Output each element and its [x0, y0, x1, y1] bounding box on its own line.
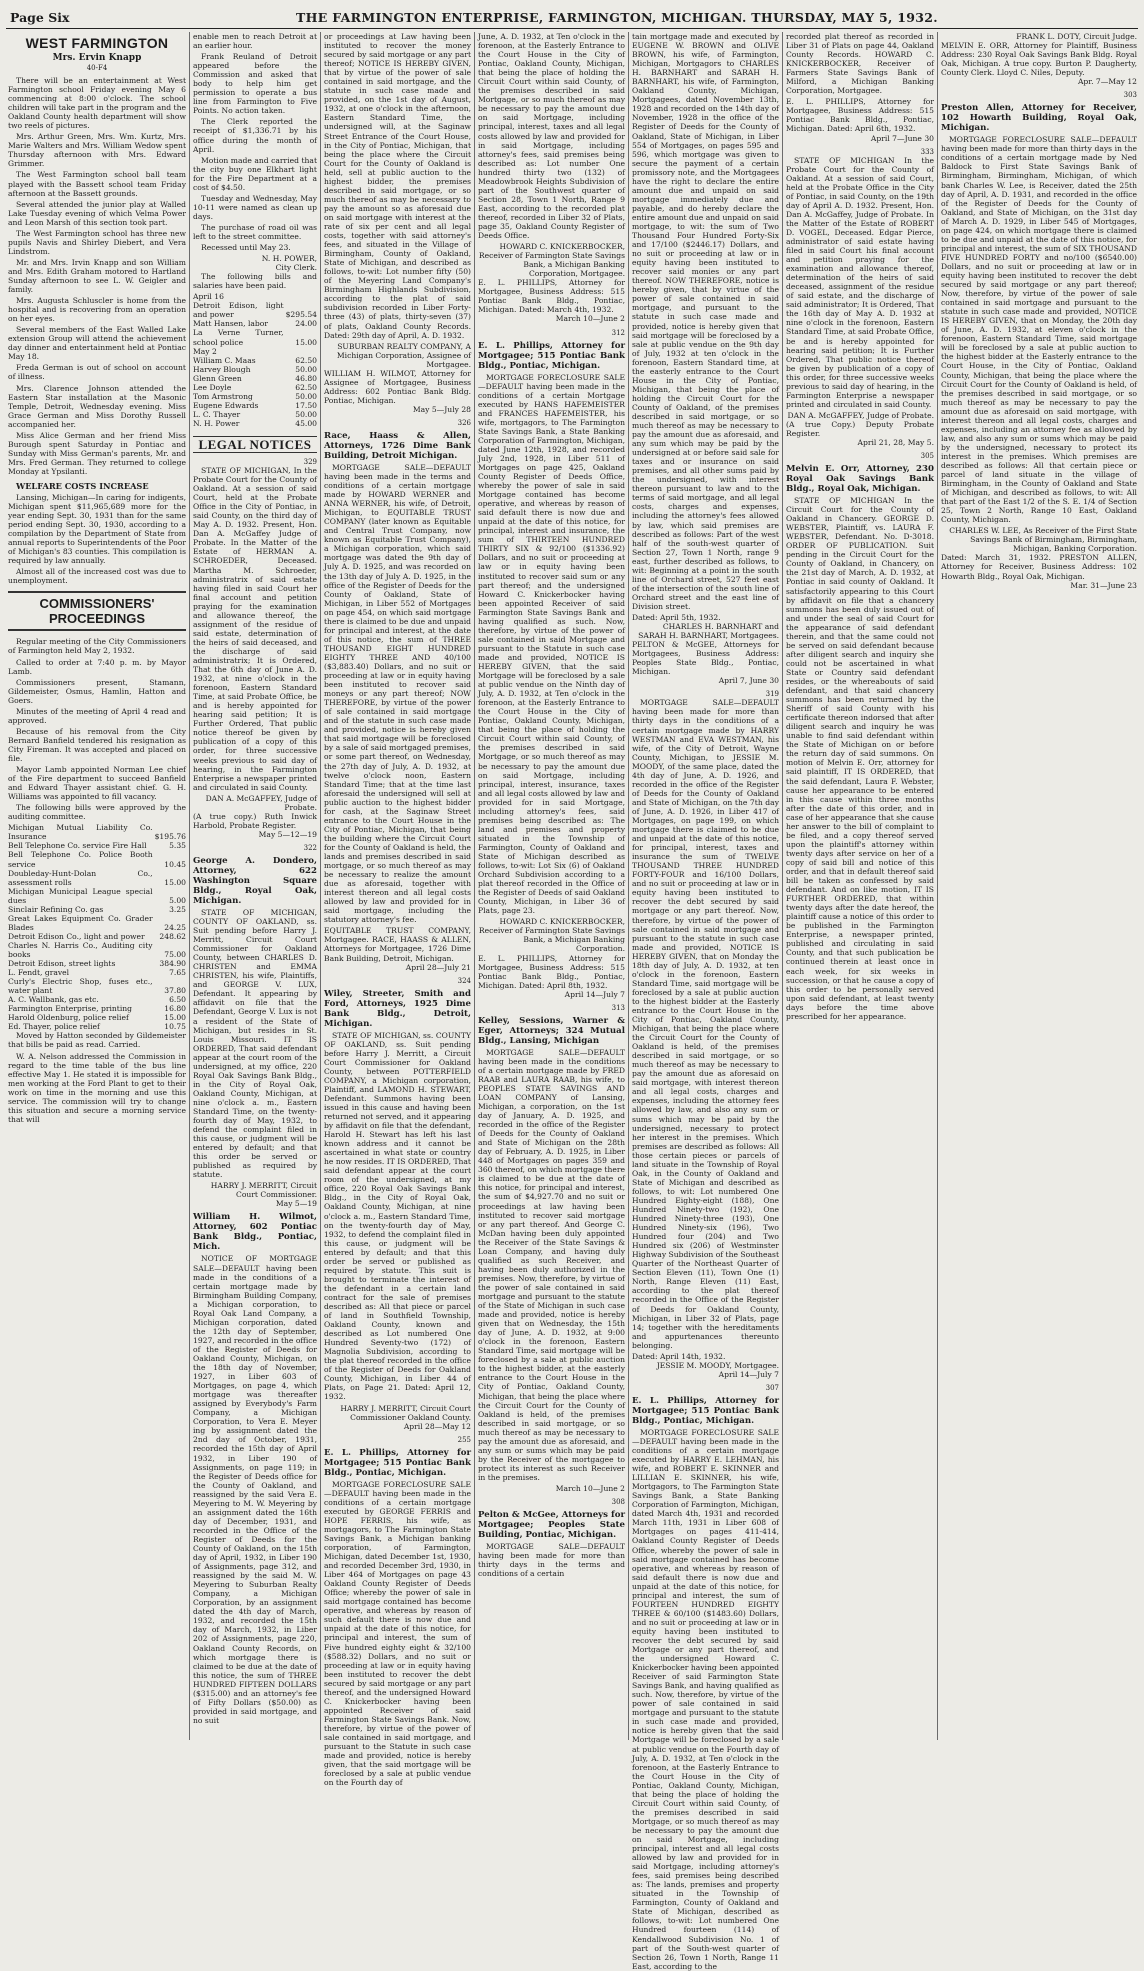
- bill-amount: 75.00: [164, 949, 186, 959]
- legal-notice-text: MORTGAGE FORECLOSURE SALE—DEFAULT having been made in the conditions of a certain Mortgage executed by HANS HAFEMEISTER and FRANCES HAFEMEISTER, his wife, mortgagors, to The Farmington State Savings Bank, a State Banking Corporation of Farmington, Michigan, dated June 12th, 1928, and recorded July 2nd, 1928, in Liber 511 of Mortgages on page 425, Oakland County Register of Deeds Office, whereby the power of sale in said Mortgage contained has become operative, and whereas by reason of said default there is now due and unpaid at the date of this notice, for principal, interest and insurance, the sum of THIRTEEN HUNDRED THIRTY SIX & 92/100 ($1336.92) Dollars, and no suit or proceeding at law or in equity having been instituted to recover said sum or any part thereof; and the undersigned Howard C. Knickerbocker having been appointed Receiver of said Farmington State Savings Bank and having qualified as such. Now, therefore, by virtue of the power of sale contained in said Mortgage and pursuant to the Statute in such case made and provided, NOTICE IS HEREBY GIVEN, that the said Mortgage will be foreclosed by a sale at public vendue on the Ninth day of July, A. D. 1932, at Ten o'clock in the forenoon, at the Easterly Entrance to the Court House in the City of Pontiac, Oakland County, Michigan, that being the place of holding the Circuit Court within said County, of the premises described in said Mortgage, or so much thereof as may be necessary to pay the amount due on said Mortgage, including principal, interest, insurance, taxes and all legal costs allowed by law and provided for in said Mortgage, including attorney's fees, said premises being described as: The land and premises and property situated in the Township of Farmington, County of Oakland and State of Michigan described as follows, to-wit: Lot Six (6) of Oakland Orchard Subdivision according to a plat thereof recorded in the Office of the Register of Deeds of said Oakland County, Michigan, in Liber 36 of Plats, page 23.: [478, 372, 625, 916]
- dated-line: Dated: April 14th, 1932.: [632, 1351, 726, 1361]
- notice-number: 319: [765, 690, 779, 699]
- publication-dates: April 7, June 30: [718, 676, 779, 686]
- column-rule: [628, 32, 629, 1740]
- news-paragraph: Called to order at 7:40 p. m. by Mayor Lamb.: [8, 657, 186, 676]
- bill-amount: 5.00: [169, 895, 186, 905]
- legal-notice-text: STATE OF MICHIGAN, In the Probate Court for the County of Oakland. At a session of said Court, held at the Probate Office in the City of Pontiac, in said County, on the third day of May A. D. 1932. Present, Hon. Dan A. McGaffey Judge of Probate. In the Matter of the Estate of HERMAN A. SCHROEDER, Deceased. Martha M. Schroeder, administratrix of said estate having filed in said Court her final account and petition praying for the examination and allowance thereof, the assignment of the residue of said estate, determination of the heirs of said deceased, and the discharge of said administratrix; It is Ordered, That the 6th day of June A. D. 1932, at nine o'clock in the forenoon, Eastern Standard Time, at said Probate Office, be and is hereby appointed for hearing said petition; It is Further Ordered, That public notice thereof be given by publication of a copy of this order, for three successive weeks previous to said day of hearing, in the Farmington Enterprise a newspaper printed and circulated in said County.: [193, 466, 317, 792]
- masthead: THE FARMINGTON ENTERPRISE, FARMINGTON, MICHIGAN. THURSDAY, MAY 5, 1932.: [296, 10, 938, 25]
- salary-row: [193, 301, 317, 319]
- publication-dates: April 14—July 7: [564, 989, 625, 999]
- bill-payee: L. Fendt, gravel: [8, 968, 70, 978]
- salary-amount: 62.50: [295, 382, 317, 392]
- notice-number: 326: [457, 418, 471, 427]
- salary-row: [193, 365, 317, 374]
- attorney-heading: E. L. Phillips, Attorney for Mortgagee; 515 Pontiac Bank Bldg., Pontiac, Michigan.: [478, 340, 625, 371]
- column-rule: [937, 32, 938, 1740]
- salary-row: [193, 392, 317, 401]
- news-paragraph: The following bills were approved by the auditing committee.: [8, 803, 186, 822]
- commissioners-title: COMMISSIONERS' PROCEEDINGS: [8, 591, 186, 631]
- true-copy-line: (A true Copy.) Deputy Probate Register.: [786, 419, 934, 438]
- salary-payee: Matt Hansen, labor: [193, 319, 268, 329]
- judge-signature: FRANK L. DOTY, Circuit Judge.: [1016, 32, 1137, 41]
- salary-payee: Harvey Blough: [193, 364, 251, 374]
- legal-notice-text: tain mortgage made and executed by EUGENE W. BROWN and OLIVE BROWN, his wife, of Farmington, Michigan, Mortgagors to CHARLES H. BARNHART and SARAH H. BARNHART, his wife, of Farmington, Oakland County, Michigan, Mortgagees, dated November 13th, 1928 and recorded on the 14th day of November, 1928 in the office of the Register of Deeds for the County of Oakland, State of Michigan, in Liber 554 of Mortgages, on pages 595 and 596, which mortgage was given to secure the payment of a certain promissory note, and the Mortgagees have the right to declare the entire amount due and unpaid on said mortgage immediately due and payable, and do hereby declare the entire amount due and unpaid on said mortgage, to wit: the sum of Two Thousand Four Hundred Forty-Six and 17/100 ($2446.17) Dollars, and no suit or proceeding at law or in equity having been instituted to recover said monies or any part thereof. NOW THEREFORE, notice is hereby given, that by virtue of the power of sale contained in said mortgage, and pursuant to the statute in such case made and provided, notice is hereby given that said mortgage will be foreclosed by a sale at public vendue on the 9th day of July, 1932 at ten o'clock in the forenoon, Eastern Standard time, at the easterly entrance to the Court House in the City of Pontiac, Michigan, that being the place of holding the Circuit Court for the County of Oakland, of the premises described in said mortgage, or so much thereof as may be necessary to pay the amount due as aforesaid, and any sum which may be paid by the undersigned at or before said sale for taxes and or insurance on said premises, and all other sums paid by the undersigned, with interest thereon pursuant to law and to the terms of said mortgage, and all legal costs, charges and expenses, including the attorney's fees allowed by law, which said premises are described as follows: Part of the west half of the south-west quarter of Section 27, Town 1 North, range 9 east, further described as follows, to wit: Beginning at a point in the south line of Orchard street, 527 feet east of the intersection of the south line of Orchard street and the east line of Division street.: [632, 32, 779, 611]
- bill-amount: 5.35: [169, 841, 186, 851]
- publication-dates: May 5—July 28: [412, 404, 471, 414]
- bill-payee: Farmington Enterprise, printing: [8, 1004, 133, 1014]
- notice-number: 322: [303, 843, 317, 852]
- news-paragraph: Mrs. Arthur Green, Mrs. Wm. Kurtz, Mrs. Marie Walters and Mrs. William Wedow spent Thursday afternoon with Mrs. Edward Grimmer.: [8, 132, 186, 169]
- judge-signature: DAN A. McGAFFEY, Judge of Probate.: [205, 793, 317, 812]
- mortgagee-signature: JESSIE M. MOODY, Mortgagee.: [656, 1360, 779, 1370]
- news-paragraph: The purchase of road oil was left to the street committee.: [193, 222, 317, 241]
- news-paragraph: Almost all of the increased cost was due to unemployment.: [8, 567, 186, 586]
- bill-payee: Doubleday-Hunt-Dolan Co., assessment rolls: [8, 868, 153, 887]
- attorney-heading: Race, Haass & Allen, Attorneys, 1726 Dime Bank Building, Detroit Michigan.: [324, 430, 471, 461]
- bill-payee: Bell Telephone Co. service Fire Hall: [8, 841, 147, 851]
- attorney-block: WILLIAM H. WILMOT, Attorney for Assignee of Mortgagee, Business Address: 602 Pontiac Bank Bldg. Pontiac, Michigan.: [324, 368, 471, 405]
- salary-row: [193, 356, 317, 365]
- salary-payee: Tom Armstrong: [193, 391, 253, 401]
- salary-payee: Glenn Green: [193, 373, 242, 383]
- bill-payee: Detroit Edison Co., light and power: [8, 931, 145, 941]
- true-copy-line: (A true copy.) Ruth Inwick Harbold, Probate Register.: [193, 811, 317, 830]
- salaries-date: April 16: [193, 292, 224, 302]
- news-paragraph: Mrs. Clarence Johnson attended the Eastern Star installation at the Masonic Temple, Detroit, Wednesday evening. Miss Grace German and Miss Dorothy Russell accompanied her.: [8, 383, 186, 429]
- notice-number: 329: [303, 458, 317, 467]
- attorney-block: MELVIN E. ORR, Attorney for Plaintiff, Business Address: 230 Royal Oak Savings Bank Bldg. Royal Oak, Michigan. A true copy. Burton P. Daugherty, County Clerk. Lloyd C. Niles, Deputy.: [941, 41, 1137, 78]
- publication-dates: Mar. 31—June 23: [1070, 580, 1137, 590]
- bill-payee: A. C. Wallbank, gas etc.: [8, 995, 99, 1005]
- bill-row: [8, 941, 186, 959]
- salary-row: [193, 319, 317, 328]
- column-rule: [474, 32, 475, 1740]
- attorney-heading: William H. Wilmot, Attorney, 602 Pontiac Bank Bldg., Pontiac, Mich.: [193, 1212, 317, 1253]
- column-4: [478, 32, 625, 1742]
- bill-row: [8, 977, 186, 995]
- news-paragraph: Recessed until May 23.: [201, 243, 291, 253]
- news-paragraph: Lansing, Michigan—In caring for indigents, Michigan spent $11,965,689 more for the year ending Sept. 30, 1931 than for the same period ending Sept. 30, 1930, according to a compilation by the Department of State from annual reports to Superintendents of the Poor of Michigan's 83 counties. This compilation is required by law annually.: [8, 492, 186, 566]
- legal-notice-text: MORTGAGE SALE—DEFAULT having been made for more than thirty days in the terms and conditions of a certain: [478, 1542, 625, 1579]
- bill-row: [8, 1013, 186, 1022]
- legal-notice-text: MORTGAGE FORECLOSURE SALE—DEFAULT having been made in the conditions of a certain mortgage executed by GEORGE FERRIS and HOPE FERRIS, his wife, as mortgagors, to The Farmington State Savings Bank, a Michigan banking corporation, of Farmington, Michigan, dated December 1st, 1930, and recorded December 3rd, 1930, in Liber 464 of Mortgages on page 43 Oakland County Register of Deeds Office; whereby the power of sale in said mortgage contained has become operative, and whereas by reason of such default there is now due and unpaid at the date of this notice, for principal and interest, the sum of Five hundred eighty eight & 32/100 ($588.32) Dollars, and no suit or proceeding at law or in equity having been instituted to recover the debt secured by said mortgage or any part thereof, and the undersigned Howard C. Knickerbocker having been appointed Receiver of said Farmington State Savings Bank. Now, therefore, by virtue of the power of sale contained in said mortgage, and pursuant to the Statute in such case made and provided, notice is hereby given, that the said mortgage will be foreclosed by a sale at public vendue on the Fourth day of: [324, 1479, 471, 1788]
- news-paragraph: enable men to reach Detroit at an earlier hour.: [193, 32, 317, 51]
- salary-payee: Eugene Edwards: [193, 400, 259, 410]
- judge-signature: DAN A. McGAFFEY, Judge of Probate.: [787, 410, 934, 420]
- salary-amount: 50.00: [295, 391, 317, 401]
- commissioner-signature: HARRY J. MERRITT, Circuit Court Commissioner.: [210, 1181, 317, 1200]
- publication-dates: April 21, 28, May 5.: [857, 438, 934, 448]
- news-paragraph: Several members of the East Walled Lake extension Group will attend the achievement day dinner and entertainment held at Pontiac May 18.: [8, 325, 186, 362]
- notice-number: 303: [1123, 91, 1137, 100]
- bill-payee: Sinclair Refining Co. gas: [8, 904, 104, 914]
- legal-notice-text: MORTGAGE SALE—DEFAULT having been made in the conditions of a certain mortgage made by FRED RAAB and LAURA RAAB, his wife, to PEOPLES STATE SAVINGS AND LOAN COMPANY of Lansing, Michigan, a corporation, on the 1st day of January, A. D. 1925, and recorded in the office of the Register of Deeds for the County of Oakland and State of Michigan on the 28th day of February, A. D. 1925, in Liber 448 of Mortgages on pages 359 and 360 thereof, on which mortgage there is claimed to be due at the date of this notice, for principal and interest, the sum of $4,927.70 and no suit or proceedings at law having been instituted to recover said mortgage or any part thereof. And George C. McDan having been duly appointed the Receiver of the State Savings & Loan Company, and having duly qualified as such Receiver, and having been duly authorized in the premises. Now, therefore, by virtue of the power of sale contained in said mortgage and pursuant to the statute of the State of Michigan in such case made and provided, notice is hereby given that on Wednesday, the 15th day of June, A. D. 1932, at 9:00 o'clock in the forenoon, Eastern Standard Time, said mortgage will be foreclosed by a sale at public auction to the highest bidder, at the easterly entrance to the Court House in the City of Pontiac, Oakland County, Michigan, that being the place where the Circuit Court for the County of Oakland is held, of the premises described in said mortgage, or so much thereof as may be necessary to pay the amount due as aforesaid, and any sum or sums which may be paid by the Receiver of the mortgagee to protect its interest as such Receiver in the premises.: [478, 1047, 625, 1482]
- attorney-heading: E. L. Phillips, Attorney for Mortgagee; 515 Pontiac Bank Bldg., Pontiac, Michigan.: [324, 1447, 471, 1478]
- receiver-signature: HOWARD C. KNICKERBOCKER, Receiver of Farmington State Savings Bank, a Michigan Banking Corporation, Mortgagee.: [478, 242, 625, 279]
- publication-dates: Apr. 7—May 12: [1077, 77, 1137, 87]
- news-paragraph: Minutes of the meeting of April 4 read and approved.: [8, 706, 186, 725]
- news-paragraph: The Clerk reported the receipt of $1,336.71 by his office during the month of April.: [193, 117, 317, 154]
- news-paragraph: Miss Alice German and her friend Miss Burough spent Saturday in Pontiac and Sunday with Miss German's parents, Mr. and Mrs. Fred German. They returned to college Monday at Ypsilanti.: [8, 430, 186, 476]
- news-paragraph: Frank Reuland of Detroit appeared before the Commission and asked that body to help him get permission to operate a bus line from Farmington to Five Points. No action taken.: [193, 52, 317, 116]
- salary-payee: N. H. Power: [193, 418, 240, 428]
- welfare-heading: WELFARE COSTS INCREASE: [16, 480, 149, 491]
- bill-payee: Charles N. Harris Co., Auditing city books: [8, 940, 153, 959]
- salary-row: [193, 374, 317, 383]
- legal-notice-text: June, A. D. 1932, at Ten o'clock in the forenoon, at the Easterly Entrance to the Court House in the City of Pontiac, Oakland County, Michigan, that being the place of holding the Circuit Court within said County, of the premises described in said Mortgage, or so much thereof as may be necessary to pay the amount due on said Mortgage, including principal, interest, taxes and all legal costs allowed by law and provided for in said Mortgage, including attorney's fees, said premises being described as: Lot number One hundred thirty two (132) of Meadowbrook Heights Subdivision of part of the Southwest quarter of Section 28, Town 1 North, Range 9 East, according to the recorded plat thereof, recorded in Liber 32 of Plats, page 35, Oakland County Register of Deeds Office.: [478, 32, 625, 241]
- salary-amount: 50.00: [295, 364, 317, 374]
- page-number: Page Six: [10, 10, 70, 25]
- legal-notice-text: STATE OF MICHIGAN, ss. COUNTY OF OAKLAND, ss. Suit pending before Harry J. Merritt, a Circuit Court Commissioner for Oakland County, between POTTERFIELD COMPANY, a Michigan corporation, Plaintiff, and LAMOND H. STEWART, Defendant. Summons having been issued in this cause and having been returned not served, and it appearing by affidavit on file that the defendant, Harold H. Stewart has left his last known address and it cannot be ascertained in what state or country he now resides. IT IS ORDERED, That said defendant appear at the court room of the undersigned, at my office, 220 Royal Oak Savings Bank Bldg., in the City of Royal Oak, Oakland County, Michigan, at nine o'clock a. m., Eastern Standard Time, on the twenty-fourth day of May, 1932, to defend the complaint filed in this cause, or judgment will be entered by default; and that this order be served or published as required by statute. This suit is brought to terminate the interest of the defendant in a certain land contract for the sale of premises described as: All that piece or parcel of land in Southfield Township, Oakland County, known and described as Lot numbered One Hundred Seventy-two (172) of Magnolia Subdivision, according to the plat thereof recorded in the office of the Register of Deeds for Oakland County, Michigan, in Liber 44 of Plats, on Page 21. Dated: April 12, 1932.: [324, 1030, 471, 1402]
- receiver-signature: CHARLES W. LEE, As Receiver of the First State Savings Bank of Birmingham, Birmingham, Michigan, Banking Corporation.: [949, 526, 1137, 554]
- bill-row: [8, 841, 186, 850]
- attorney-block: E. L. PHILLIPS, Attorney for Mortgagee, Business Address: 515 Pontiac Bank Bldg., Pontiac, Michigan. Dated: April 8th, 1932.: [478, 953, 625, 990]
- bill-amount: 15.00: [164, 877, 186, 887]
- bill-payee: Michigan Mutual Liability Co. Insurance: [8, 823, 153, 842]
- legal-notices-heading: LEGAL NOTICES: [193, 436, 317, 453]
- news-paragraph: Freda German is out of school on account of illness.: [8, 363, 186, 382]
- bill-amount: 16.80: [164, 1004, 186, 1014]
- salary-row: [193, 419, 317, 428]
- bill-row: [8, 914, 186, 932]
- news-paragraph: W. A. Nelson addressed the Commission in regard to the time table of the bus line effective May 1. He stated it is impossible for men working at the Ford Plant to get to their work on time in the morning and use this service. The commission will try to change this situation and secure a morning service that will: [8, 1051, 186, 1124]
- attorney-block: Dated: March 31, 1932. PRESTON ALLEN, Attorney for Receiver, Business Address: 102 Howarth Bldg., Royal Oak, Michigan.: [941, 553, 1137, 581]
- page-header: [6, 4, 1138, 29]
- receiver-signature: HOWARD C. KNICKERBOCKER, Receiver of Farmington State Savings Bank, a Michigan Banking Corporation.: [478, 917, 625, 954]
- legal-notice-text: MORTGAGE SALE—DEFAULT having been made for more than thirty days in the conditions of a certain mortgage made by HARRY WESTMAN and EVA WESTMAN, his wife, of the City of Detroit, Wayne County, Michigan, to JESSIE M. MOODY, of the same place, dated the 4th day of June, A. D. 1926, and recorded in the office of the Register of Deeds for the County of Oakland and State of Michigan, on the 7th day of June, A. D. 1926, in Liber 417 of Mortgages, on page 199, on which mortgage there is claimed to be due and unpaid at the date of this notice, for principal, interest, taxes and insurance the sum of TWELVE THOUSAND THREE HUNDRED FORTY-FOUR and 16/100 Dollars, and no suit or proceeding at law or in equity having been instituted to recover the debt secured by said mortgage or any part thereof. Now, therefore, by virtue of the power of sale contained in said mortgage and pursuant to the statute in such case made and provided, NOTICE IS HEREBY GIVEN, that on Monday the 18th day of July, A. D. 1932, at ten o'clock in the forenoon, Eastern Standard Time, said mortgage will be foreclosed by a sale at public auction to the highest bidder at the Easterly entrance to the Court House in the City of Pontiac, Oakland County, Michigan, that being the place where the Circuit Court for the County of Oakland is held, of the premises described in said mortgage, or so much thereof as may be necessary to pay the amount due as aforesaid on said mortgage, with interest thereon and all legal costs, charges and expenses, including the attorney fees allowed by law, and also any sum or sums which may be paid by the undersigned, necessary to protect her interest in the premises. Which premises are described as follows: All those certain pieces or parcels of land situate in the Township of Royal Oak, in the County of Oakland and State of Michigan and described as follows, to wit: Lot numbered One Hundred Eighty-eight (188), One Hundred Ninety-two (192), One Hundred Ninety-three (193), One Hundred Ninety-six (196), Two Hundred four (204) and Two Hundred six (206) of Westminster Highway Subdivision of the Southeast Quarter of the Northeast Quarter of Section Eleven (11), Town One (1) North, Range Eleven (11) East, according to the plat thereof recorded in the Office of the Register of Deeds for Oakland County, Michigan, in Liber 32 of Plats, page 14; together with the hereditaments and appurtenances thereunto belonging.: [632, 698, 779, 1350]
- legal-notice-text: MORTGAGE FORECLOSURE SALE—DEFAULT having been made for more than thirty days in the conditions of a certain mortgage made by Ned Baldock to First State Savings Bank of Birmingham, Birmingham, Michigan, of which bank Charles W. Lee, is Receiver, dated the 25th day of April, A. D. 1931, and recorded in the office of the Register of Deeds for the County of Oakland, and State of Michigan, on the 31st day of March A. D. 1929, in Liber 545 of Mortgages, on page 424, on which mortgage there is claimed to be due and unpaid at the date of this notice, for principal and interest, the sum of SIX THOUSAND FIVE HUNDRED FORTY and no/100 ($6540.00) Dollars, and no suit or proceeding at law or in equity having been instituted to recover the debt secured by said mortgage or any part thereof; Now, therefore, by virtue of the power of sale contained in said mortgage and pursuant to the statute in such case made and provided, NOTICE IS HEREBY GIVEN, that on Monday, the 20th day of June, A. D. 1932, at eleven o'clock in the forenoon, Eastern Standard Time, said mortgage will be foreclosed by a sale at public auction to the highest bidder at the Easterly entrance to the Court House, in the City of Pontiac, Oakland County, Michigan, that being the place where the Circuit Court for the County of Oakland is held, of the premises described in said mortgage, or so much thereof as may be necessary to pay the amount due as aforesaid on said mortgage, with interest thereon and all legal costs, charges and expenses, including an attorney fee as allowed by law, and also any sum or sums which may be paid by the undersigned, necessary to protect its interest in the premises. Which premises are described as follows: All that certain piece or parcel of land situate in the village of Birmingham, in the County of Oakland and State of Michigan, and described as follows, to wit: All that part of the East 1/2 of the S. E. 1/4 of Section 25, Town 2 North, Range 10 East, Oakland County, Michigan.: [941, 135, 1137, 525]
- salary-payee: May 2: [193, 346, 217, 356]
- salary-row: [193, 401, 317, 410]
- salary-amount: 45.00: [295, 418, 317, 428]
- news-paragraph: The West Farmington school has three new pupils Navis and Shirley Diebert, and Vera Lindstrom.: [8, 228, 186, 256]
- legal-notice-text: MORTGAGE SALE—DEFAULT having been made in the terms and conditions of a certain mortgage made by HOWARD WERNER and ANNA WERNER, his wife, of Detroit, Michigan, to EQUITABLE TRUST COMPANY (later known as Equitable and Central Trust Company, now known as Equitable Trust Company), a Michigan corporation, which said mortgage was dated the 9th day of July A. D. 1925, and was recorded on the 13th day of July A. D. 1925, in the office of the Register of Deeds for the County of Oakland, State of Michigan, in Liber 552 of Mortgages on page 454, on which said mortgage there is claimed to be due and unpaid for principal and interest, at the date of this notice, the sum of THREE THOUSAND EIGHT HUNDRED EIGHTY THREE AND 40/100 ($3,883.40) Dollars, and no suit or proceeding at law or in equity having been instituted to recover said moneys or any part thereof; NOW THEREFORE, by virtue of the power of sale contained in said mortgage and of the statute in such case made and provided, notice is hereby given that said mortgage will be foreclosed by a sale of said mortgaged premises, or some part thereof, on Wednesday, the 27th day of July, A. D. 1932, at twelve o'clock noon, Eastern Standard Time; that at the time last aforesaid the undersigned will sell at public auction to the highest bidder for cash, at the Saginaw Street entrance to the Court House in the City of Pontiac, Michigan, that being the building where the Circuit Court for the County of Oakland is held, the lands and premises described in said mortgage, or so much thereof as may be necessary to realize the amount due as aforesaid, together with interest thereon and all legal costs allowed by law and provided for in said mortgage, including the statutory attorney's fee.: [324, 462, 471, 925]
- bill-row: [8, 968, 186, 977]
- mortgagee-signature: SUBURBAN REALTY COMPANY, A Michigan Corporation, Assignee of Mortgagee.: [336, 341, 471, 369]
- attorney-block: E. L. PHILLIPS, Attorney for Mortgagee, Business Address: 515 Pontiac Bank Bldg., Pontiac, Michigan. Dated: April 6th, 1932.: [786, 97, 934, 134]
- publication-dates: May 5—12—19: [258, 829, 317, 839]
- salaries-table: [193, 301, 317, 428]
- column-7: [941, 32, 1137, 1742]
- column-1: [8, 32, 186, 1742]
- bill-row: [8, 932, 186, 941]
- publication-dates: April 28—May 12: [403, 1421, 471, 1431]
- notice-number: 312: [611, 328, 625, 337]
- correspondent-byline: Mrs. Ervin Knapp: [52, 53, 142, 63]
- commissioner-signature: HARRY J. MERRITT, Circuit Court Commissioner Oakland County.: [340, 1403, 471, 1422]
- notice-number: 255: [457, 1435, 471, 1444]
- notice-number: 324: [457, 976, 471, 985]
- salary-payee: Detroit Edison, light and power: [193, 301, 284, 320]
- news-paragraph: Mrs. Augusta Schluscler is home from the hospital and is recovering from an operation on her eyes.: [8, 296, 186, 324]
- bill-amount: 384.90: [159, 959, 186, 969]
- dated-line: Dated: April 5th, 1932.: [632, 613, 721, 622]
- publication-dates: March 10—June 2: [555, 314, 625, 324]
- legal-notice-text: STATE OF MICHIGAN In the Probate Court for the County of Oakland. At a session of said Court, held at the Probate Office in the City of Pontiac, in said County, on the 19th day of April A. D. 1932. Present, Hon. Dan A. McGaffey, Judge of Probate. In the Matter of the Estate of ROBERT D. VOGEL, Deceased. Edgar Pierce, administrator of said estate having filed in said Court his final account and petition praying for the examination and allowance thereof, determination of the heirs of said deceased, assignment of the residue of said estate, and the discharge of said administrator; It is Ordered, That the 16th day of May A. D. 1932 at nine o'clock in the forenoon, Eastern Standard Time, at said Probate Office, be and is hereby appointed for hearing said petition; It is Further Ordered, That public notice thereof be given by publication of a copy of this order, for three successive weeks previous to said day of hearing, in the Farmington Enterprise a newspaper printed and circulated in said County.: [786, 155, 934, 409]
- notice-number: 307: [765, 1383, 779, 1392]
- column-5: [632, 32, 779, 1971]
- bill-payee: Curly's Electric Shop, fuses etc., water plant: [8, 977, 153, 996]
- column-6: [786, 32, 934, 1742]
- attorney-heading: Melvin E. Orr, Attorney, 230 Royal Oak Savings Bank Bldg., Royal Oak, Michigan.: [786, 464, 934, 495]
- attorney-heading: E. L. Phillips, Attorney for Mortgagee; 515 Pontiac Bank Bldg., Pontiac, Michigan.: [632, 1395, 779, 1426]
- column-3: [324, 32, 471, 1788]
- attorney-heading: Preston Allen, Attorney for Receiver, 102 Howarth Building, Royal Oak, Michigan.: [941, 103, 1137, 134]
- bill-amount: 248.62: [159, 931, 186, 941]
- bill-row: [8, 823, 186, 841]
- clerk-signature: N. H. POWER,: [261, 254, 317, 264]
- news-paragraph: Several attended the junior play at Walled Lake Tuesday evening of which Velma Power and Leon Marsh of this section took part.: [8, 199, 186, 227]
- bill-payee: Ed. Thayer, police relief: [8, 1022, 100, 1032]
- bill-row: [8, 887, 186, 905]
- news-paragraph: There will be an entertainment at West Farmington school Friday evening May 6 commencing at 8:00 o'clock. The school children will take part in the program and the Oakland County health department will show two reels of pictures.: [8, 76, 186, 131]
- bill-amount: 3.25: [169, 904, 186, 914]
- publication-dates: April 14—July 7: [718, 1369, 779, 1379]
- attorney-heading: Wiley, Streeter, Smith and Ford, Attorneys, 1925 Dime Bank Bldg., Detroit, Michigan.: [324, 988, 471, 1029]
- salary-row: [193, 347, 317, 356]
- column-2: [193, 32, 317, 1742]
- column-rule: [320, 32, 321, 1740]
- attorney-heading: George A. Dondero, Attorney, 622 Washington Square Bldg., Royal Oak, Michigan.: [193, 855, 317, 906]
- news-paragraph: Commissioners present, Stamann, Gildemeister, Osmus, Hamlin, Hatton and Goers.: [8, 677, 186, 705]
- bill-row: [8, 959, 186, 968]
- publication-dates: May 5—19: [275, 1199, 317, 1209]
- salary-row: [193, 410, 317, 419]
- attorney-block: PELTON & McGEE, Attorneys for Mortgagees, Business Address: Peoples State Bldg., Pontiac, Michigan.: [632, 640, 779, 677]
- salary-payee: L. C. Thayer: [193, 409, 241, 419]
- news-paragraph: The following bills and salaries have been paid.: [193, 272, 317, 291]
- salary-amount: [284, 347, 317, 356]
- publication-dates: April 28—July 21: [405, 962, 471, 972]
- bill-row: [8, 995, 186, 1004]
- bill-amount: 24.25: [164, 922, 186, 932]
- legal-notice-text: MORTGAGE FORECLOSURE SALE—DEFAULT having been made in the conditions of a certain mortgage executed by HARRY E. LEHMAN, his wife, and ROBERT E. SKINNER and LILLIAN E. SKINNER, his wife, Mortgagors, to The Farmington State Savings Bank, a State Banking Corporation of Farmington, Michigan, dated March 4th, 1931 and recorded March 11th, 1931 in Liber 608 of Mortgages on pages 411-414, Oakland County Register of Deeds Office, whereby the power of sale in said mortgage contained has become operative, and whereas by reason of said default there is now due and unpaid at the date of this notice, for principal and interest, the sum of FOURTEEN HUNDRED EIGHTY THREE & 60/100 ($1483.60) Dollars, and no suit or proceeding at law or in equity having been instituted to recover the debt secured by said Mortgage or any part thereof, and the undersigned Howard C. Knickerbocker having been appointed Receiver of said Farmington State Savings Bank, and having qualified as such. Now, therefore, by virtue of the power of sale contained in said mortgage and pursuant to the statute in such case made and provided, notice is hereby given that the said Mortgage will be foreclosed by a sale at public vendue on the Fourth day of July, A. D. 1932, at Ten o'clock in the forenoon, at the Easterly Entrance to the Court House in the City of Pontiac, Oakland County, Michigan, that being the place of holding the Circuit Court within said County, of the premises described in said Mortgage, or so much thereof as may be necessary to pay the amount due on said Mortgage, including principal, interest and all legal costs allowed by law and provided for in said Mortgage, including attorney's fees, said premises being described as: The lands, premises and property situated in the Township of Farmington, County of Oakland and State of Michigan, described as follows, to-wit: Lot numbered One Hundred fourteen (114) of Kendallwood Subdivision No. 1 of part of the South-west quarter of Section 26, Town 1 North, Range 11 East, according to the: [632, 1427, 779, 1971]
- bill-row: [8, 869, 186, 887]
- mortgagee-signature: CHARLES H. BARNHART and SARAH H. BARNHART, Mortgagees.: [638, 622, 779, 641]
- news-paragraph: Moved by Hatton seconded by Gildemeister that bills be paid as read. Carried.: [8, 1031, 186, 1050]
- news-paragraph: Regular meeting of the City Commissioners of Farmington held May 2, 1932.: [8, 637, 186, 656]
- bill-payee: Bell Telephone Co. Police Booth service: [8, 850, 153, 869]
- attorney-block: E. L. PHILLIPS, Attorney for Mortgagee, Business Address: 515 Pontiac Bank Bldg., Pontiac, Michigan. Dated: March 4th, 1932.: [478, 278, 625, 315]
- legal-notice-text: STATE OF MICHIGAN In the Circuit Court for the County of Oakland in Chancery. GEORGE D. WEBSTER, Plaintiff, vs. LAURA F. WEBSTER, Defendant. No. D-3018. ORDER OF PUBLICATION. Suit pending in the Circuit Court for the County of Oakland, in Chancery, on the 21st day of March, A. D. 1932, at Pontiac in said county of Oakland. It satisfactorily appearing to this Court by affidavit on file that a chancery summons has been duly issued out of and under the seal of said Court for the appearance of said defendant therein, and that the same could not be served on said defendant because after diligent search and inquiry she could not be ascertained in what State or Country said defendant resides, or the whereabouts of said defendant, and that said chancery summons has been returned by the Sheriff of said County with his certificate thereon indorsed that after diligent search and inquiry he was unable to find said defendant within the State of Michigan on or before the return day of said summons. On motion of Melvin E. Orr, attorney for said plaintiff, IT IS ORDERED, that the said defendant, Laura F. Webster, cause her appearance to be entered in this cause within three months after the date of this order, and in case of her appearance that she cause her answer to the bill of complaint to be filed, and a copy thereof served upon the plaintiff's attorney within twenty days after service on her of a copy of said bill and notice of this order, and that in default thereof said bill be taken as confessed by said defendant. And on like motion, IT IS FURTHER ORDERED, that within twenty days after the date hereof, the plaintiff cause a notice of this order to be published in the Farmington Enterprise, a newspaper printed, published and circulating in said County, and that such publication be continued therein at least once in each week, for six weeks in succession, or that he cause a copy of this order to be personally served upon said defendant, at least twenty days before the time above prescribed for her appearance.: [786, 496, 934, 1021]
- bill-amount: $195.76: [154, 832, 186, 842]
- bill-amount: 7.65: [169, 968, 186, 978]
- salary-amount: 46.80: [295, 373, 317, 383]
- column-rule: [189, 32, 190, 1740]
- salary-amount: 15.00: [295, 337, 317, 347]
- salary-amount: 24.00: [295, 319, 317, 329]
- legal-notice-text: STATE OF MICHIGAN, COUNTY OF OAKLAND, ss. Suit pending before Harry J. Merritt, Circuit Court Commissioner for Oakland County, between CHARLES D. CHRISTEN and EMMA CHRISTEN, his wife, Plaintiffs, and GEORGE V. LUX, Defendant. It appearing by affidavit on file that the Defendant, George V. Lux is not a resident of the State of Michigan, but resides in St. Louis Missouri. IT IS ORDERED, That said defendant appear at the court room of the undersigned, at my office, 220 Royal Oak Savings Bank Bldg., in the City of Royal Oak, Oakland County, Michigan, at nine o'clock a. m., Eastern Standard Time, on the twenty-fourth day of May, 1932, to defend the complaint filed in this cause, or judgment will be entered by default; and that this order be served or published as required by statute.: [193, 907, 317, 1180]
- attorney-heading: Pelton & McGee, Attorneys for Mortgagee; Peoples State Building, Pontiac, Michigan.: [478, 1510, 625, 1541]
- news-paragraph: Tuesday and Wednesday, May 10-11 were named as clean up days.: [193, 193, 317, 221]
- bill-amount: 6.50: [169, 995, 186, 1005]
- attorney-heading: Kelley, Sessions, Warner & Eger, Attorneys; 324 Mutual Bldg., Lansing, Michigan: [478, 1015, 625, 1046]
- west-farmington-title: WEST FARMINGTON: [25, 35, 169, 51]
- bill-payee: Great Lakes Equipment Co. Grader Blades: [8, 913, 153, 932]
- notice-number: 305: [920, 452, 934, 461]
- column-rule: [782, 32, 783, 1740]
- publication-dates: April 7—June 30: [870, 133, 934, 143]
- bill-row: [8, 850, 186, 868]
- salary-row: [193, 383, 317, 392]
- notice-number: 333: [920, 147, 934, 156]
- bills-table: [8, 823, 186, 1031]
- news-paragraph: Motion made and carried that the city buy one Elkhart light for the Fire Department at a cost of $4.50.: [193, 155, 317, 192]
- bill-row: [8, 1022, 186, 1031]
- salary-amount: 50.00: [295, 409, 317, 419]
- mortgagee-signature: EQUITABLE TRUST COMPANY, Mortgagee. RACE, HAASS & ALLEN, Attorneys for Mortgagee, 1726 Dime Bank Building, Detroit, Michigan.: [324, 926, 471, 963]
- bill-amount: 10.75: [164, 1022, 186, 1032]
- correspondent-phone: 40-F4: [86, 64, 108, 72]
- bill-amount: 10.45: [164, 859, 186, 869]
- bill-payee: Michigan Municipal League special dues: [8, 886, 153, 905]
- notice-number: 313: [611, 1003, 625, 1012]
- publication-dates: March 10—June 2: [555, 1483, 625, 1493]
- news-paragraph: The West Farmington school ball team played with the Bassett school team Friday afternoon at the Bassett grounds.: [8, 170, 186, 198]
- bill-row: [8, 905, 186, 914]
- bill-payee: Harold Oldenburg, police relief: [8, 1013, 129, 1023]
- notice-number: 308: [611, 1498, 625, 1507]
- bill-amount: 37.80: [164, 986, 186, 996]
- salary-payee: William C. Maas: [193, 355, 256, 365]
- legal-notice-text: recorded plat thereof as recorded in Liber 31 of Plats on page 44, Oakland County Records. HOWARD C. KNICKERBOCKER, Receiver of Farmers State Savings Bank of Milford, a Michigan Banking Corporation, Mortgagee.: [786, 32, 934, 96]
- news-paragraph: Mr. and Mrs. Irvin Knapp and son William and Mrs. Edith Graham motored to Hartland Sunday afternoon to see L. W. Geigler and family.: [8, 257, 186, 295]
- salary-row: [193, 328, 317, 346]
- legal-notice-text: or proceedings at Law having been instituted to recover the money secured by said mortgage or any part thereof; NOTICE IS HEREBY GIVEN, that by virtue of the power of sale contained in said mortgage, and the statute in such case made and provided, on the 1st day of August, 1932, at one o'clock in the afternoon, Eastern Standard Time, the undersigned will, at the Saginaw Street Entrance of the Court House, in the City of Pontiac, Michigan, that being the place where the Circuit Court for the County of Oakland is held, sell at public auction to the highest bidder, the premises described in said mortgage, or so much thereof as may be necessary to pay the amount so as aforesaid due on said mortgage with interest at the rate of six per cent and all legal costs, together with said attorney's fees, and situated in the Village of Birmingham, County of Oakland, State of Michigan, and described as follows, to-wit: Lot number fifty (50) of the Meyering Land Company's Birmingham Highlands Subdivision, according to the plat of said subdivision recorded in Liber Forty-three (43) of plats, thirty-seven (37) of plats, Oakland County Records. Dated: 29th day of April, A. D. 1932.: [324, 32, 471, 340]
- bill-amount: 15.00: [164, 1013, 186, 1023]
- bill-row: [8, 1004, 186, 1013]
- salary-amount: 17.50: [295, 400, 317, 410]
- legal-notice-text: NOTICE OF MORTGAGE SALE—DEFAULT having been made in the conditions of a certain mortgage made by Birmingham Building Company, a Michigan corporation, to Royal Oak Land Company, a Michigan corporation, dated the 12th day of September, 1927, and recorded in the office of the Register of Deeds for Oakland County, Michigan, on the 18th day of November, 1927, in Liber 603 of Mortgages, on page 4, which mortgage was thereafter assigned by Everybody's Farm Company, a Michigan Corporation, to Vera E. Meyer ing by assignment dated the 2nd day of October, 1931, recorded the 15th day of April 1932, in Liber 190 of Assignments, on page 119; in the Register of Deeds office for the County of Oakland, and reassigned by the said Vera E. Meyering to M. W. Meyering by an assignment dated the 16th day of December, 1931, and recorded in the Office of the Register of Deeds for the County of Oakland, on the 15th day of April, 1932, in Liber 190 of Assignments, page 312, and reassigned by the said M. W. Meyering to Suburban Realty Company, a Michigan Corporation, by an assignment dated the 4th day of March, 1932, and recorded the 15th day of March, 1932, in Liber 202 of Assignments, page 220, Oakland County Records, on which mortgage there is claimed to be due at the date of this notice, the sum of THREE HUNDRED FIFTEEN DOLLARS ($315.00) and an attorney's fee of Fifty Dollars ($50.00) as provided in said mortgage, and no suit: [193, 1254, 317, 1725]
- bill-payee: Detroit Edison, street lights: [8, 959, 116, 969]
- clerk-title: City Clerk.: [275, 263, 317, 273]
- salary-payee: La Verne Turner, school police: [193, 328, 284, 347]
- salary-amount: $295.54: [285, 310, 317, 320]
- news-paragraph: Because of his removal from the City Bernard Banfield tendered his resignation as City Fireman. It was accepted and placed on file.: [8, 726, 186, 763]
- salary-payee: Lee Doyle: [193, 382, 232, 392]
- salary-amount: 62.50: [295, 355, 317, 365]
- news-paragraph: Mayor Lamb appointed Norman Lee chief of the Fire department to succeed Banfield and Edward Thayer assistant chief. G. H. Williams was appointed to fill vacancy.: [8, 765, 186, 802]
